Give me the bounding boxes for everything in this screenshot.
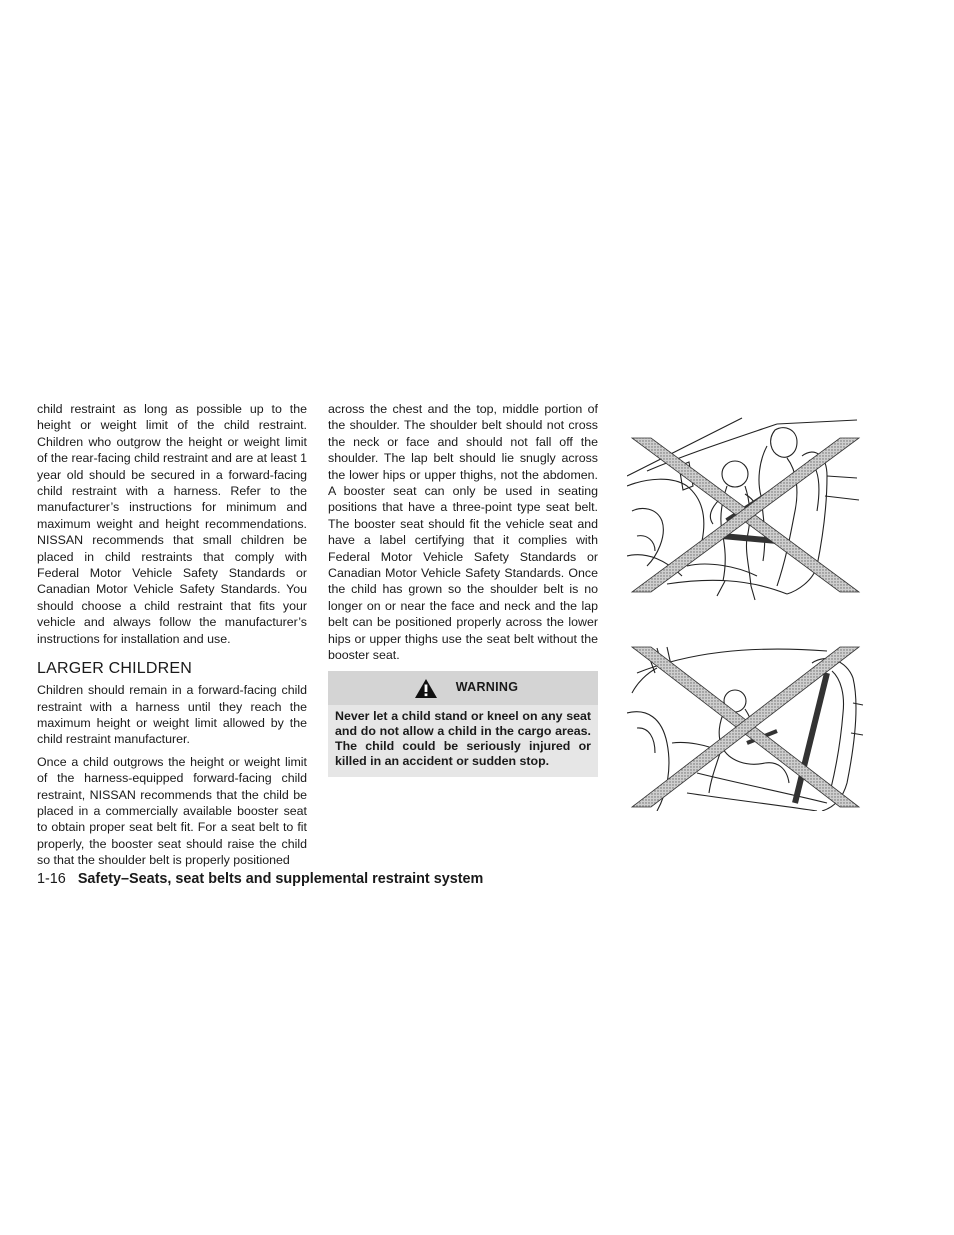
text-column-middle <box>328 401 598 777</box>
child-in-cargo-area-illustration <box>627 643 865 811</box>
warning-triangle-icon <box>414 678 438 699</box>
warning-header <box>328 671 598 705</box>
page-footer <box>37 871 483 887</box>
text-column-left <box>37 401 307 869</box>
paragraph-seat-belt-fit: across the chest and the top, middle portion of the shoulder. The shoulder belt should not cross the neck or face and should not fall off the shoulder. The lap belt should lie snugly across the lower hips or upper thighs, not the abdomen. A booster seat can only be used in seating positions that have a three-point type seat belt. The booster seat should fit the vehicle seat and have a label certifying that it complies with Federal Motor Vehicle Safety Standards or Canadian Motor Vehicle Safety Standards. Once the child has grown so the shoulder belt is no longer on or near the face and neck and the lap belt can be positioned properly across the lower hips or upper thighs use the seat belt without the booster seat. <box>328 402 598 663</box>
page-number: 1-16 <box>37 871 66 887</box>
paragraph-child-restraint: child restraint as long as possible up to the height or weight limit of the child restraint. Children who outgrow the height or weight limit of the rear-facing child restraint and are at least 1 year old should be secured in a forward-facing child restraint with a harness. Refer to the manufacturer’s instructions for minimum and maximum weight and height recommendations. NISSAN recommends that small children be placed in child restraints that comply with Federal Motor Vehicle Safety Standards or Canadian Motor Vehicle Safety Standards. You should choose a child restraint that fits your vehicle and always follow the manufacturer’s instructions for installation and use. <box>37 402 307 646</box>
warning-box <box>328 671 598 777</box>
child-standing-front-seat-illustration <box>627 416 865 602</box>
section-title: Safety–Seats, seat belts and supplemental restraint system <box>77 871 484 887</box>
warning-text: Never let a child stand or kneel on any seat and do not allow a child in the cargo areas. The child could be seriously injured or killed in an accident or sudden stop. <box>335 708 591 768</box>
paragraph-booster-seat: Once a child outgrows the height or weight limit of the harness-equipped forward-facing child restraint, NISSAN recommends that the child be placed in a commercially available booster seat to obtain proper seat belt fit. For a seat belt to fit properly, the booster seat should raise the child so that the shoulder belt is properly positioned <box>37 754 307 868</box>
paragraph-forward-facing: Children should remain in a forward-facing child restraint with a harness until they reach the maximum height or weight limit allowed by the child restraint manufacturer. <box>37 683 307 747</box>
section-heading-larger-children: LARGER CHILDREN <box>37 660 193 678</box>
warning-title: WARNING <box>455 680 519 695</box>
